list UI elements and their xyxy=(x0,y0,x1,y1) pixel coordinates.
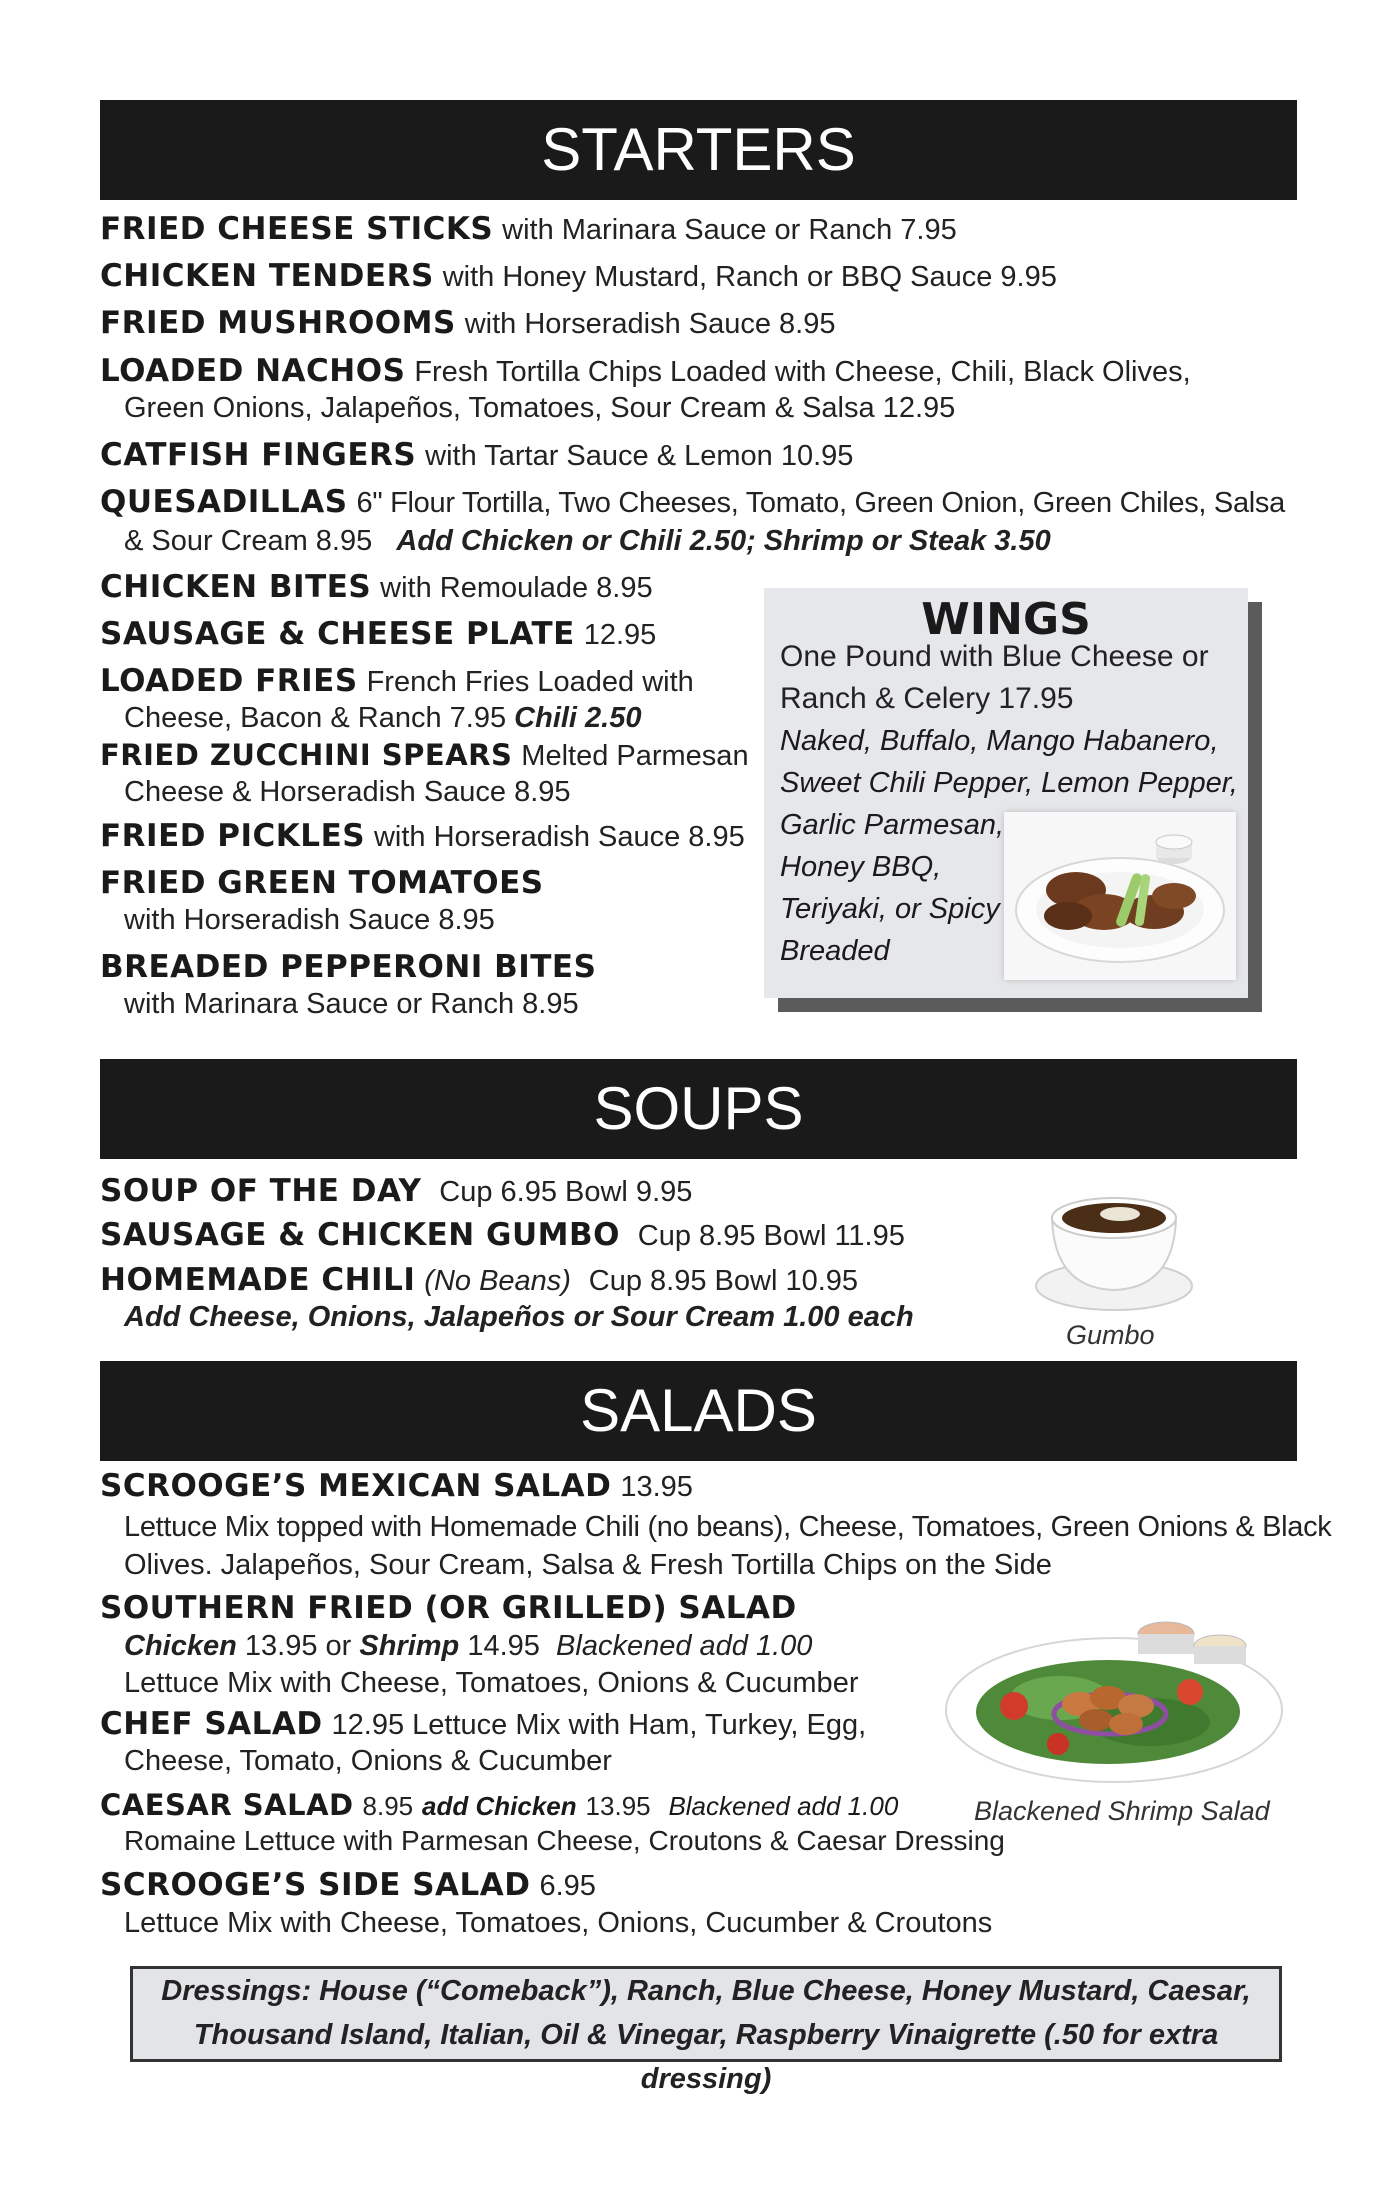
starters-banner xyxy=(100,100,1297,200)
item-name: HOMEMADE CHILI xyxy=(100,1262,416,1298)
item-desc: French Fries Loaded with xyxy=(366,666,694,698)
wings-flavor-line: Naked, Buffalo, Mango Habanero, xyxy=(780,725,1219,757)
southern-salad-options xyxy=(124,1627,812,1665)
item-desc-continued: Romaine Lettuce with Parmesan Cheese, Croutons & Caesar Dressing xyxy=(124,1825,1005,1856)
soups-title: SOUPS xyxy=(593,1075,804,1142)
gumbo-photo xyxy=(1028,1178,1198,1318)
item-desc-continued: Lettuce Mix with Cheese, Tomatoes, Onions & Cucumber xyxy=(124,1667,859,1699)
menu-item-loaded-nachos xyxy=(100,352,1191,391)
item-desc-continued: with Marinara Sauce or Ranch 8.95 xyxy=(124,988,579,1020)
item-name: CHICKEN BITES xyxy=(100,569,372,605)
menu-item-chicken-bites xyxy=(100,568,653,607)
menu-item-quesadillas xyxy=(100,483,1285,522)
item-name: CATFISH FINGERS xyxy=(100,437,417,473)
item-desc: 12.95 Lettuce Mix with Ham, Turkey, Egg, xyxy=(331,1709,867,1741)
soups-addon: Add Cheese, Onions, Jalapeños or Sour Cream 1.00 each xyxy=(124,1301,914,1333)
gumbo-caption: Gumbo xyxy=(1066,1320,1155,1350)
item-desc-cont-text: Cheese, Bacon & Ranch 7.95 xyxy=(124,702,507,734)
menu-item-homemade-chili xyxy=(100,1261,858,1300)
soups-banner xyxy=(100,1059,1297,1159)
item-desc-continued: Cheese, Tomato, Onions & Cucumber xyxy=(124,1745,612,1777)
wings-flavor-line: Honey BBQ, xyxy=(780,851,942,883)
salads-title: SALADS xyxy=(580,1377,817,1444)
item-name: SOUTHERN FRIED (OR GRILLED) SALAD xyxy=(100,1590,797,1626)
menu-item-fried-green-tomatoes xyxy=(100,864,544,903)
item-desc-continued: Lettuce Mix topped with Homemade Chili (no beans), Cheese, Tomatoes, Green Onions & Black xyxy=(124,1511,1332,1543)
item-desc-continued xyxy=(124,522,1051,560)
wings-box xyxy=(764,588,1248,998)
dressings-line: Thousand Island, Italian, Oil & Vinegar, Raspberry Vinaigrette (.50 for extra dressing) xyxy=(193,2019,1219,2095)
item-desc: with Honey Mustard, Ranch or BBQ Sauce 9.95 xyxy=(442,261,1057,293)
item-price: Cup 8.95 Bowl 10.95 xyxy=(588,1265,859,1297)
item-name: LOADED FRIES xyxy=(100,663,358,699)
wings-flavor-line: Garlic Parmesan, xyxy=(780,809,1005,841)
item-name: LOADED NACHOS xyxy=(100,353,406,389)
item-desc: 12.95 xyxy=(583,619,657,651)
item-desc-continued: Green Onions, Jalapeños, Tomatoes, Sour Cream & Salsa 12.95 xyxy=(124,392,956,424)
item-name: FRIED CHEESE STICKS xyxy=(100,211,494,247)
wings-desc-line: One Pound with Blue Cheese or xyxy=(780,640,1209,673)
item-name: BREADED PEPPERONI BITES xyxy=(100,949,597,985)
menu-item-loaded-fries xyxy=(100,662,694,701)
menu-item-breaded-pepperoni-bites xyxy=(100,948,596,987)
option-shrimp: Shrimp xyxy=(359,1630,460,1662)
item-desc: with Marinara Sauce or Ranch 7.95 xyxy=(502,214,957,246)
item-name: CAESAR SALAD xyxy=(100,1788,354,1822)
item-name: QUESADILLAS xyxy=(100,484,348,520)
item-desc: with Horseradish Sauce 8.95 xyxy=(373,821,745,853)
dressings-box xyxy=(130,1966,1282,2095)
menu-item-southern-fried-salad xyxy=(100,1589,797,1628)
starters-title: STARTERS xyxy=(541,116,856,183)
item-name: SCROOGE’S SIDE SALAD xyxy=(100,1867,531,1903)
item-desc: Fresh Tortilla Chips Loaded with Cheese, Chili, Black Olives, xyxy=(414,356,1191,388)
item-note: (No Beans) xyxy=(424,1265,571,1297)
menu-item-fried-zucchini-spears xyxy=(100,736,749,775)
menu-item-chef-salad xyxy=(100,1705,866,1744)
item-addon: Add Chicken or Chili 2.50; Shrimp or Steak 3.50 xyxy=(396,525,1051,557)
item-price: 8.95 xyxy=(362,1791,414,1821)
wings-title: WINGS xyxy=(921,594,1091,645)
item-name: SAUSAGE & CHICKEN GUMBO xyxy=(100,1217,620,1253)
option-blackened: Blackened add 1.00 xyxy=(556,1630,813,1662)
wings-flavor-line: Teriyaki, or Spicy xyxy=(780,893,1000,925)
item-blackened: Blackened add 1.00 xyxy=(668,1791,899,1821)
item-desc: with Horseradish Sauce 8.95 xyxy=(464,308,836,340)
wings-flavor-line: Breaded xyxy=(780,935,890,967)
shrimp-salad-caption: Blackened Shrimp Salad xyxy=(974,1796,1270,1826)
item-desc-cont-text: & Sour Cream 8.95 xyxy=(124,525,373,557)
menu-item-side-salad xyxy=(100,1866,596,1905)
menu-item-soup-of-the-day xyxy=(100,1172,692,1211)
item-name: FRIED ZUCCHINI SPEARS xyxy=(100,738,513,772)
item-price: 13.95 xyxy=(620,1471,693,1503)
item-price: 6.95 xyxy=(539,1870,596,1902)
wings-desc-line: Ranch & Celery 17.95 xyxy=(780,682,1074,715)
option-chicken-price: 13.95 or xyxy=(244,1630,352,1662)
dressings-line: Dressings: House (“Comeback”), Ranch, Blue Cheese, Honey Mustard, Caesar, xyxy=(161,1975,1251,2007)
item-price: Cup 6.95 Bowl 9.95 xyxy=(439,1176,693,1208)
menu-item-chicken-tenders xyxy=(100,257,1057,296)
salads-banner xyxy=(100,1361,1297,1461)
item-addon: Chili 2.50 xyxy=(514,702,642,734)
item-addon: add Chicken xyxy=(422,1791,577,1821)
item-desc: with Remoulade 8.95 xyxy=(380,572,653,604)
menu-item-fried-cheese-sticks xyxy=(100,210,957,249)
option-shrimp-price: 14.95 xyxy=(467,1630,540,1662)
item-desc: with Tartar Sauce & Lemon 10.95 xyxy=(425,440,854,472)
item-name: CHICKEN TENDERS xyxy=(100,258,434,294)
item-name: SAUSAGE & CHEESE PLATE xyxy=(100,616,575,652)
wings-photo xyxy=(1004,812,1236,980)
shrimp-salad-photo xyxy=(940,1594,1288,1794)
item-desc: 6" Flour Tortilla, Two Cheeses, Tomato, Green Onion, Green Chiles, Salsa xyxy=(356,487,1285,519)
item-desc: Melted Parmesan xyxy=(521,740,749,772)
menu-item-catfish-fingers xyxy=(100,436,853,475)
wings-flavor-line: Sweet Chili Pepper, Lemon Pepper, xyxy=(780,767,1238,799)
item-name: FRIED GREEN TOMATOES xyxy=(100,865,544,901)
menu-item-fried-mushrooms xyxy=(100,304,836,343)
menu-item-sausage-chicken-gumbo xyxy=(100,1216,905,1255)
item-desc-continued: Olives. Jalapeños, Sour Cream, Salsa & Fresh Tortilla Chips on the Side xyxy=(124,1549,1052,1581)
menu-item-sausage-cheese-plate xyxy=(100,615,656,654)
item-name: SOUP OF THE DAY xyxy=(100,1173,422,1209)
menu-item-caesar-salad xyxy=(100,1786,898,1825)
item-name: SCROOGE’S MEXICAN SALAD xyxy=(100,1468,612,1504)
item-name: FRIED PICKLES xyxy=(100,818,366,854)
menu-item-mexican-salad xyxy=(100,1467,693,1506)
item-price: Cup 8.95 Bowl 11.95 xyxy=(637,1220,905,1252)
item-desc-continued: Lettuce Mix with Cheese, Tomatoes, Onions, Cucumber & Croutons xyxy=(124,1907,993,1939)
menu-item-fried-pickles xyxy=(100,817,745,856)
item-name: FRIED MUSHROOMS xyxy=(100,305,456,341)
item-desc-continued: with Horseradish Sauce 8.95 xyxy=(124,904,495,936)
item-name: CHEF SALAD xyxy=(100,1706,323,1742)
item-addon-price: 13.95 xyxy=(585,1791,651,1821)
option-chicken: Chicken xyxy=(124,1630,237,1662)
item-desc-continued xyxy=(124,699,641,737)
item-desc-continued: Cheese & Horseradish Sauce 8.95 xyxy=(124,776,571,808)
